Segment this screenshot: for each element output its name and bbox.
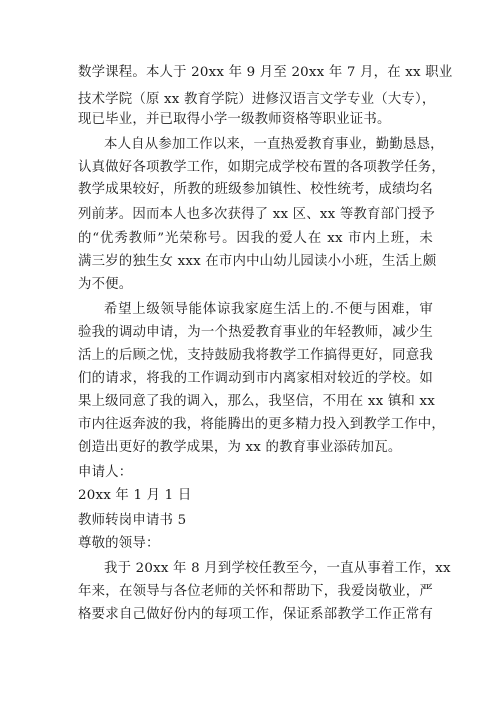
paragraph-3-line-4: 们的请求，将我的工作调动到市内离家相对较近的学校。如 xyxy=(78,371,433,386)
paragraph-3-line-7: 创造出更好的教学成果，为 xx 的教育事业添砖加瓦。 xyxy=(78,440,402,455)
paragraph-2-line-2: 认真做好各项教学工作，如期完成学校布置的各项教学任务， xyxy=(78,160,445,175)
paragraph-2-line-6: 满三岁的独生女 xxx 在市内中山幼儿园读小小班，生活上颇 xyxy=(78,254,437,269)
paragraph-3-line-5: 果上级同意了我的调入，那么，我坚信，不用在 xx 镇和 xx xyxy=(78,394,435,409)
paragraph-1-line-2: 技术学院（原 xx 教育学院）进修汉语言文学专业（大专）， xyxy=(78,92,436,107)
paragraph-4-line-3: 格要求自己做好份内的每项工作，保证系部教学工作正常有 xyxy=(78,607,433,622)
paragraph-3-line-1: 希望上级领导能体谅我家庭生活上的.不便与困难，审 xyxy=(104,302,433,317)
paragraph-1-line-1: 数学课程。本人于 20xx 年 9 月至 20xx 年 7 月，在 xx 职业 xyxy=(78,65,453,80)
paragraph-2-line-7: 为不便。 xyxy=(78,277,133,292)
paragraph-3-line-6: 市内往返奔波的我，将能腾出的更多精力投入到教学工作中， xyxy=(78,417,445,432)
paragraph-3-line-3: 活上的后顾之忧，支持鼓励我将教学工作搞得更好，同意我 xyxy=(78,348,433,363)
salutation: 尊敬的领导： xyxy=(78,536,160,551)
paragraph-2-line-1: 本人自从参加工作以来，一直热爱教育事业，勤勤恳恳， xyxy=(104,137,444,152)
paragraph-2-line-5: 的“优秀教师”光荣称号。因我的爱人在 xx 市内上班，未 xyxy=(78,231,433,246)
paragraph-4-line-1: 我于 20xx 年 8 月到学校任教至今，一直从事着工作，xx xyxy=(104,561,451,576)
paragraph-3-line-2: 验我的调动申请，为一个热爱教育事业的年轻教师，减少生 xyxy=(78,325,433,340)
paragraph-4-line-2: 年来，在领导与各位老师的关怀和帮助下，我爱岗敬业，严 xyxy=(78,584,433,599)
paragraph-2-line-4: 列前茅。因而本人也多次获得了 xx 区、xx 等教育部门授予 xyxy=(78,207,435,222)
section-title: 教师转岗申请书 5 xyxy=(78,513,187,528)
date: 20xx 年 1 月 1 日 xyxy=(78,488,192,503)
signature-label: 申请人： xyxy=(78,465,133,480)
paragraph-2-line-3: 教学成果较好，所教的班级参加镇性、校性统考，成绩均名 xyxy=(78,182,433,197)
paragraph-1-line-3: 现已毕业，并已取得小学一级教师资格等职业证书。 xyxy=(78,112,391,127)
